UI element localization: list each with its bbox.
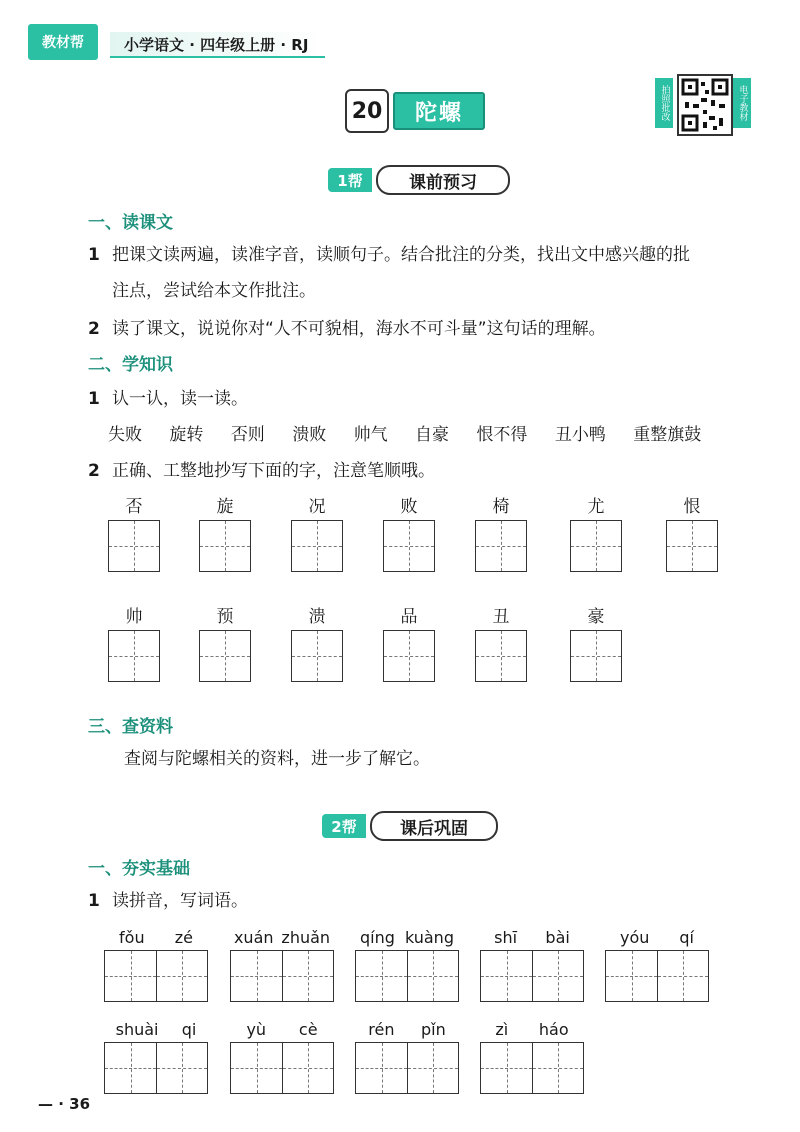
question-text: 读了课文，说说你对“人不可貌相，海水不可斗量”这句话的理解。: [112, 319, 606, 339]
research-text: 查阅与陀螺相关的资料，进一步了解它。: [124, 749, 430, 769]
pinyin-label: [355, 926, 459, 950]
pinyin-syllable: fǒu: [119, 928, 145, 947]
pinyin-syllable: xuán: [233, 928, 274, 947]
char-practice[interactable]: [664, 494, 720, 572]
tian-grid[interactable]: [657, 950, 709, 1002]
tian-grid[interactable]: [199, 630, 251, 682]
tian-grid[interactable]: [475, 630, 527, 682]
tian-grid[interactable]: [532, 1042, 584, 1094]
char-label: 恨: [683, 497, 701, 517]
question-2: [88, 314, 606, 344]
tian-grid[interactable]: [108, 520, 160, 572]
lesson-header: [345, 90, 485, 132]
char-practice[interactable]: [106, 604, 162, 682]
question-number: 1: [88, 389, 100, 409]
tian-grid[interactable]: [104, 950, 156, 1002]
question-1: [88, 240, 768, 270]
pinyin-word[interactable]: [355, 1018, 459, 1094]
question-number: 2: [88, 461, 100, 481]
qr-right-label: 电子教材: [733, 78, 751, 128]
char-practice[interactable]: [381, 604, 437, 682]
tian-grid[interactable]: [199, 520, 251, 572]
tian-grid[interactable]: [480, 1042, 532, 1094]
question-2: [88, 456, 435, 486]
tian-grid[interactable]: [480, 950, 532, 1002]
char-practice[interactable]: [197, 494, 253, 572]
tian-grid[interactable]: [355, 1042, 407, 1094]
pinyin-word[interactable]: [230, 926, 334, 1002]
part1-badge: [328, 166, 510, 194]
page-number: — · 36: [38, 1095, 91, 1113]
qr-code-block[interactable]: [655, 72, 751, 136]
pinyin-word[interactable]: [480, 926, 584, 1002]
pinyin-syllable: zhuǎn: [281, 928, 331, 947]
part2-badge: [322, 812, 498, 840]
char-practice[interactable]: [106, 494, 162, 572]
qr-code-icon: [677, 74, 733, 136]
tian-grid[interactable]: [108, 630, 160, 682]
question-text: 把课文读两遍，读准字音，读顺句子。结合批注的分类，找出文中感兴趣的批: [112, 245, 690, 265]
question-text: 读拼音，写词语。: [112, 891, 248, 911]
tian-grid[interactable]: [407, 950, 459, 1002]
tian-grid[interactable]: [156, 950, 208, 1002]
char-practice[interactable]: [473, 604, 529, 682]
question-number: 1: [88, 245, 100, 265]
tian-grid[interactable]: [355, 950, 407, 1002]
tian-grid[interactable]: [156, 1042, 208, 1094]
pinyin-label: [104, 1018, 208, 1042]
pinyin-word[interactable]: [355, 926, 459, 1002]
word-list: [108, 420, 723, 450]
word: 否则: [230, 425, 265, 445]
pinyin-word[interactable]: [104, 1018, 208, 1094]
question-1: [88, 886, 248, 916]
part1-badge-number: 1帮: [328, 168, 372, 192]
tian-grid[interactable]: [383, 520, 435, 572]
char-practice[interactable]: [289, 494, 345, 572]
char-practice[interactable]: [568, 604, 624, 682]
question-text: 认一认，读一读。: [112, 389, 248, 409]
section-heading-learn: 二、学知识: [88, 355, 173, 375]
char-label: 败: [400, 497, 418, 517]
word: 溃败: [292, 425, 327, 445]
pinyin-syllable: qí: [679, 928, 694, 947]
tian-grid[interactable]: [570, 520, 622, 572]
section-heading-read: 一、读课文: [88, 213, 173, 233]
pinyin-word[interactable]: [230, 1018, 334, 1094]
pinyin-syllable: zé: [174, 928, 193, 947]
char-label: 否: [125, 497, 143, 517]
char-label: 品: [400, 607, 418, 627]
tian-grid[interactable]: [475, 520, 527, 572]
pinyin-syllable: shī: [494, 928, 518, 947]
char-label: 旋: [216, 497, 234, 517]
char-practice[interactable]: [568, 494, 624, 572]
pinyin-syllable: cè: [298, 1020, 318, 1039]
pinyin-label: [230, 1018, 334, 1042]
pinyin-syllable: pǐn: [420, 1020, 446, 1039]
char-practice[interactable]: [473, 494, 529, 572]
pinyin-word[interactable]: [104, 926, 208, 1002]
lesson-title: 陀螺: [393, 92, 485, 130]
pinyin-label: [480, 926, 584, 950]
pinyin-syllable: yóu: [619, 928, 650, 947]
section-heading-research: 三、查资料: [88, 717, 173, 737]
pinyin-syllable: kuàng: [404, 928, 454, 947]
tian-grid[interactable]: [532, 950, 584, 1002]
word: 恨不得: [476, 425, 528, 445]
tian-grid[interactable]: [666, 520, 718, 572]
word: 重整旗鼓: [633, 425, 702, 445]
brand-badge: 教材帮: [28, 24, 98, 60]
lesson-number: 20: [345, 89, 389, 133]
char-label: 椅: [492, 497, 510, 517]
question-number: 1: [88, 891, 100, 911]
char-practice[interactable]: [381, 494, 437, 572]
tian-grid[interactable]: [605, 950, 657, 1002]
char-label: 预: [216, 607, 234, 627]
page-number-value: 36: [69, 1095, 91, 1113]
pinyin-label: [605, 926, 709, 950]
tian-grid[interactable]: [570, 630, 622, 682]
word: 帅气: [353, 425, 388, 445]
pinyin-syllable: zì: [495, 1020, 509, 1039]
char-label: 溃: [308, 607, 326, 627]
tian-grid[interactable]: [104, 1042, 156, 1094]
tian-grid[interactable]: [383, 630, 435, 682]
char-label: 况: [308, 497, 326, 517]
pinyin-syllable: rén: [368, 1020, 395, 1039]
tian-grid[interactable]: [291, 630, 343, 682]
char-practice[interactable]: [289, 604, 345, 682]
word: 旋转: [169, 425, 204, 445]
question-1-cont: 注点，尝试给本文作批注。: [112, 281, 316, 301]
word: 失败: [108, 425, 142, 445]
tian-grid[interactable]: [282, 1042, 334, 1094]
section-heading-basics: 一、夯实基础: [88, 859, 190, 879]
pinyin-word[interactable]: [605, 926, 709, 1002]
part2-badge-number: 2帮: [322, 814, 366, 838]
tian-grid[interactable]: [230, 1042, 282, 1094]
tian-grid[interactable]: [230, 950, 282, 1002]
pinyin-syllable: shuài: [115, 1020, 159, 1039]
question-number: 2: [88, 319, 100, 339]
pinyin-syllable: qíng: [360, 928, 395, 947]
pinyin-label: [104, 926, 208, 950]
pinyin-syllable: bài: [545, 928, 570, 947]
part2-badge-title: 课后巩固: [370, 811, 498, 841]
pinyin-label: [355, 1018, 459, 1042]
pinyin-syllable: háo: [538, 1020, 569, 1039]
part1-badge-title: 课前预习: [376, 165, 510, 195]
word: 自豪: [415, 425, 450, 445]
word: 丑小鸭: [554, 425, 606, 445]
char-practice[interactable]: [197, 604, 253, 682]
tian-grid[interactable]: [407, 1042, 459, 1094]
pinyin-syllable: yù: [246, 1020, 267, 1039]
question-text: 正确、工整地抄写下面的字，注意笔顺哦。: [112, 461, 435, 481]
pinyin-label: [230, 926, 334, 950]
pinyin-syllable: qi: [181, 1020, 197, 1039]
pinyin-label: [480, 1018, 584, 1042]
char-label: 丑: [492, 607, 510, 627]
tian-grid[interactable]: [282, 950, 334, 1002]
pinyin-word[interactable]: [480, 1018, 584, 1094]
book-title: 小学语文 · 四年级上册 · RJ: [110, 32, 325, 58]
tian-grid[interactable]: [291, 520, 343, 572]
char-label: 豪: [587, 607, 605, 627]
qr-left-label: 拍照批改: [655, 78, 673, 128]
char-label: 尤: [587, 497, 605, 517]
question-1: [88, 384, 248, 414]
char-label: 帅: [125, 607, 143, 627]
